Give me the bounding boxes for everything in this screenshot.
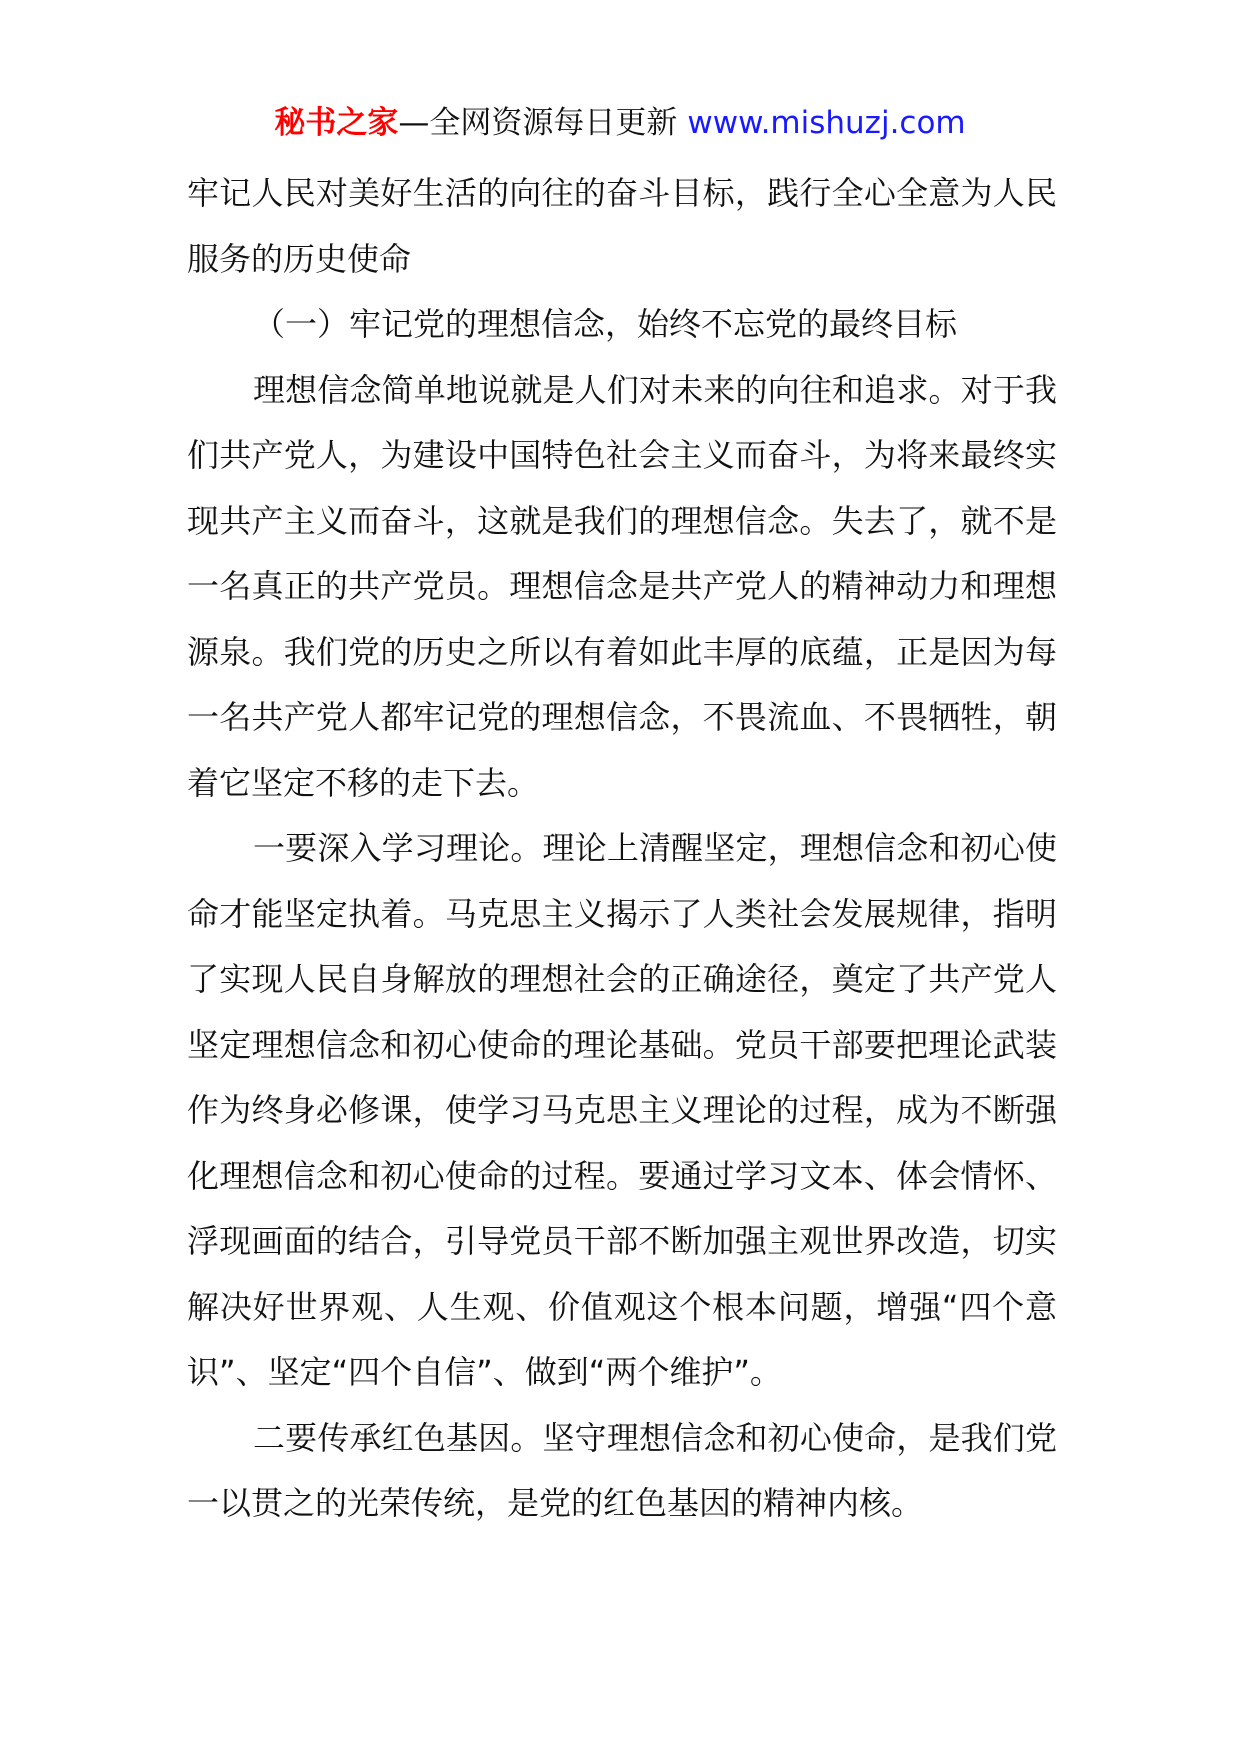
paragraph-study-theory: 一要深入学习理论。理论上清醒坚定，理想信念和初心使命才能坚定执着。马克思主义揭示了人类社会发展规律，指明了实现人民自身解放的理想社会的正确途径，奠定了共产党人坚定理想信念和初心使命的理论基础。党员干部要把理论武装作为终身必修课，使学习马克思主义理论的过程，成为不断强化理想信念和初心使命的过程。要通过学习文本、体会情怀、浮现画面的结合，引导党员干部不断加强主观世界改造，切实解决好世界观、人生观、价值观这个根本问题，增强“四个意识”、坚定“四个自信”、做到“两个维护”。 [187,829,1057,1391]
header-slogan: —全网资源每日更新 [398,105,678,141]
paragraph-ideals: 理想信念简单地说就是人们对未来的向往和追求。对于我们共产党人，为建设中国特色社会主义而奋斗，为将来最终实现共产主义而奋斗，这就是我们的理想信念。失去了，就不是一名真正的共产党员。理想信念是共产党人的精神动力和理想源泉。我们党的历史之所以有着如此丰厚的底蕴，正是因为每一名共产党人都牢记党的理想信念，不畏流血、不畏牺牲，朝着它坚定不移的走下去。 [187,370,1057,802]
paragraph-red-gene: 二要传承红色基因。坚守理想信念和初心使命，是我们党一以贯之的光荣传统，是党的红色基因的精神内核。 [187,1418,1057,1522]
brand-name: 秘书之家 [274,105,399,141]
document-body [187,161,1057,1537]
website-url[interactable]: www.mishuzj.com [687,105,966,141]
section-heading-continuation: 牢记人民对美好生活的向往的奋斗目标，践行全心全意为人民服务的历史使命 [187,174,1057,278]
subheading-one: （一）牢记党的理想信念，始终不忘党的最终目标 [253,305,958,343]
page-header [0,98,1240,148]
